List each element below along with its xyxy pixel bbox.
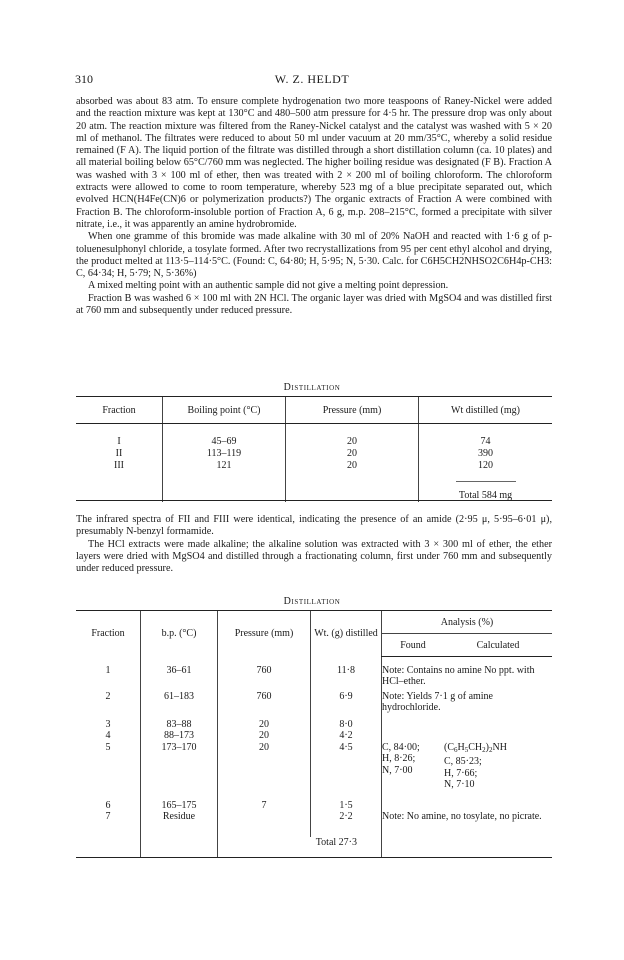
t2-header-wt: Wt. (g) distilled [311, 611, 382, 657]
found-h: H, 8·26; [382, 753, 416, 764]
t2-cell: 3 [105, 718, 111, 730]
table-row [76, 800, 552, 812]
t1-cell: 390 [419, 448, 553, 460]
page-number: 310 [75, 72, 93, 86]
t2-note: Note: Contains no amine No ppt. with HCl–ether. [382, 665, 553, 691]
table2-caption: Distillation [283, 596, 341, 607]
t2-note: Note: No amine, no tosylate, no picrate. [382, 811, 553, 837]
t1-total-label: Total [458, 490, 480, 501]
distillation-table-2 [76, 610, 552, 858]
t2-cell: 165–175 [141, 800, 218, 812]
paragraph-1: absorbed was about 83 atm. To ensure complete hydrogenation two more teaspoons of Raney-Nickel were added and the reaction mixture was kept at 130°C and 480–500 atm pressure for 4·5 hr. The pressure drop was only about 20 atm. The reaction mixture was filtered from the Raney-Nickel catalyst and the catalyst was washed with 5 × 20 ml of methanol. The filtrates were reduced to about 50 ml under vacuum at 20 mm/35°C, whereby a solid residue remained (F A). The liquid portion of the filtrate was distilled through a short distillation column (ca. 10 plates) and all material boiling below 65°C/760 mm was neglected. The higher boiling residue was designated (F B). Fraction A was washed with 3 × 100 ml of ether, then was treated with 2 × 200 ml of boiling chloroform. The chloroform extracts were allowed to come to room temperature, whereby 523 mg of a blue precipitate separated out, which evolved HCN(H4Fe(CN)6 or polymerization products?) The organic extracts of Fraction A were combined with Fraction B. The chloroform-insoluble portion of Fraction A, 6 g, m.p. 208–215°C, formed a precipitate with silver nitrate, i.e., it was apparently an amine hydrobromide. [76, 96, 552, 230]
calc-n: N, 7·10 [444, 779, 475, 790]
t1-header-pressure: Pressure (mm) [286, 397, 419, 424]
t2-analysis-found [382, 742, 445, 800]
distillation-table-1 [76, 396, 552, 502]
t2-cell: 6 [105, 799, 111, 811]
t1-header-fraction: Fraction [76, 397, 163, 424]
table-row [76, 665, 552, 691]
t1-cell: 120 [419, 460, 553, 472]
t2-cell: 11·8 [311, 665, 382, 691]
t2-cell: 2·2 [311, 811, 382, 837]
t2-analysis-calculated [444, 742, 552, 800]
table1-caption: Distillation [283, 382, 341, 393]
calc-c: C, 85·23; [444, 756, 482, 767]
calc-h: H, 7·66; [444, 767, 478, 779]
table-row [76, 742, 552, 800]
body-text-block-1 [76, 96, 552, 317]
body-text-block-2 [76, 514, 552, 575]
table-row [76, 448, 552, 460]
t2-cell [218, 811, 311, 837]
t2-cell: 6·9 [311, 691, 382, 719]
t2-cell: 760 [218, 691, 311, 719]
t2-cell: 4·5 [311, 742, 382, 800]
t2-header-bp: b.p. (°C) [141, 611, 218, 657]
table-row-total [76, 472, 552, 502]
calc-formula: $(C_6H_5CH_2)_2NH$ [444, 741, 507, 754]
t2-cell: 173–170 [141, 742, 218, 800]
t2-cell: 1 [105, 664, 111, 676]
t2-note: Note: Yields 7·1 g of amine hydrochloride. [382, 691, 553, 719]
table-row [76, 719, 552, 731]
t1-cell: I [117, 436, 121, 447]
t2-cell: 2 [105, 690, 111, 702]
t2-total: Total 27·3 [218, 837, 382, 858]
table-row [76, 691, 552, 719]
found-n: N, 7·00 [382, 764, 413, 776]
running-head: W. Z. HELDT [274, 72, 350, 86]
paragraph-6: The HCl extracts were made alkaline; the alkaline solution was extracted with 3 × 300 ml of ether, the ether layers were dried with MgSO4 and distilled through a fractionating column, first under 760 mm and subsequently under reduced pressure. [76, 538, 552, 575]
t2-header-found: Found [382, 634, 445, 657]
paragraph-5: The infrared spectra of FII and FIII were identical, indicating the presence of an amide (2·95 μ, 5·95–6·01 μ), presumably N-benzyl formamide. [76, 514, 552, 538]
t1-cell: 121 [163, 460, 286, 472]
t1-cell: III [114, 460, 124, 471]
paragraph-3: A mixed melting point with an authentic sample did not give a melting point depression. [88, 280, 449, 292]
t1-header-wt: Wt distilled (mg) [419, 397, 553, 424]
t2-header-pressure: Pressure (mm) [218, 611, 311, 657]
t1-total [419, 472, 553, 502]
found-c: C, 84·00; [382, 741, 420, 753]
paragraph-4: Fraction B was washed 6 × 100 ml with 2N HCl. The organic layer was dried with MgSO4 and was distilled first at 760 mm and subsequently under reduced pressure. [76, 292, 552, 317]
t2-cell: 20 [218, 719, 311, 731]
t1-total-value: 584 mg [481, 490, 513, 501]
t2-cell: 4 [105, 730, 111, 741]
t1-cell: 45–69 [163, 436, 286, 448]
t2-cell: Residue [141, 811, 218, 837]
t2-cell: 4·2 [311, 730, 382, 742]
t2-header-calculated: Calculated [444, 634, 552, 657]
t1-cell: 113–119 [163, 448, 286, 460]
table-row [76, 730, 552, 742]
table1-bottom-rule [76, 500, 552, 501]
table-row [76, 460, 552, 472]
t2-cell: 7 [218, 800, 311, 812]
t2-cell: 8·0 [311, 719, 382, 731]
t2-cell: 1·5 [311, 800, 382, 812]
t2-cell: 5 [105, 741, 111, 753]
table-row [76, 436, 552, 448]
t1-header-bp: Boiling point (°C) [163, 397, 286, 424]
t2-cell: 83–88 [141, 719, 218, 731]
table-row [76, 811, 552, 837]
t2-cell: 760 [218, 665, 311, 691]
t2-cell: 36–61 [141, 665, 218, 691]
t2-cell: 7 [105, 811, 111, 822]
t1-cell: 20 [286, 436, 419, 448]
table-row-total [76, 837, 552, 858]
t1-cell: 74 [419, 436, 553, 448]
t2-cell: 20 [218, 742, 311, 800]
t1-cell: 20 [286, 448, 419, 460]
t2-header-fraction: Fraction [76, 611, 141, 657]
t1-cell: 20 [286, 460, 419, 472]
t1-cell: II [115, 448, 123, 459]
t2-cell: 61–183 [141, 691, 218, 719]
t2-header-analysis: Analysis (%) [382, 611, 553, 634]
t2-cell: 88–173 [141, 730, 218, 742]
paragraph-2: When one gramme of this bromide was made alkaline with 30 ml of 20% NaOH and reacted with 1·6 g of p-toluenesulphonyl chloride, a tosylate formed. After two recrystallizations from 95 per cent ethyl alcohol and drying, the product melted at 113·5–114·5°C. (Found: C, 64·80; H, 5·95; N, 5·30. Calc. for C6H5CH2NHSO2C6H4p-CH3: C, 64·34; H, 5·79; N, 5·36%) [76, 231, 552, 280]
t2-cell: 20 [218, 730, 311, 742]
